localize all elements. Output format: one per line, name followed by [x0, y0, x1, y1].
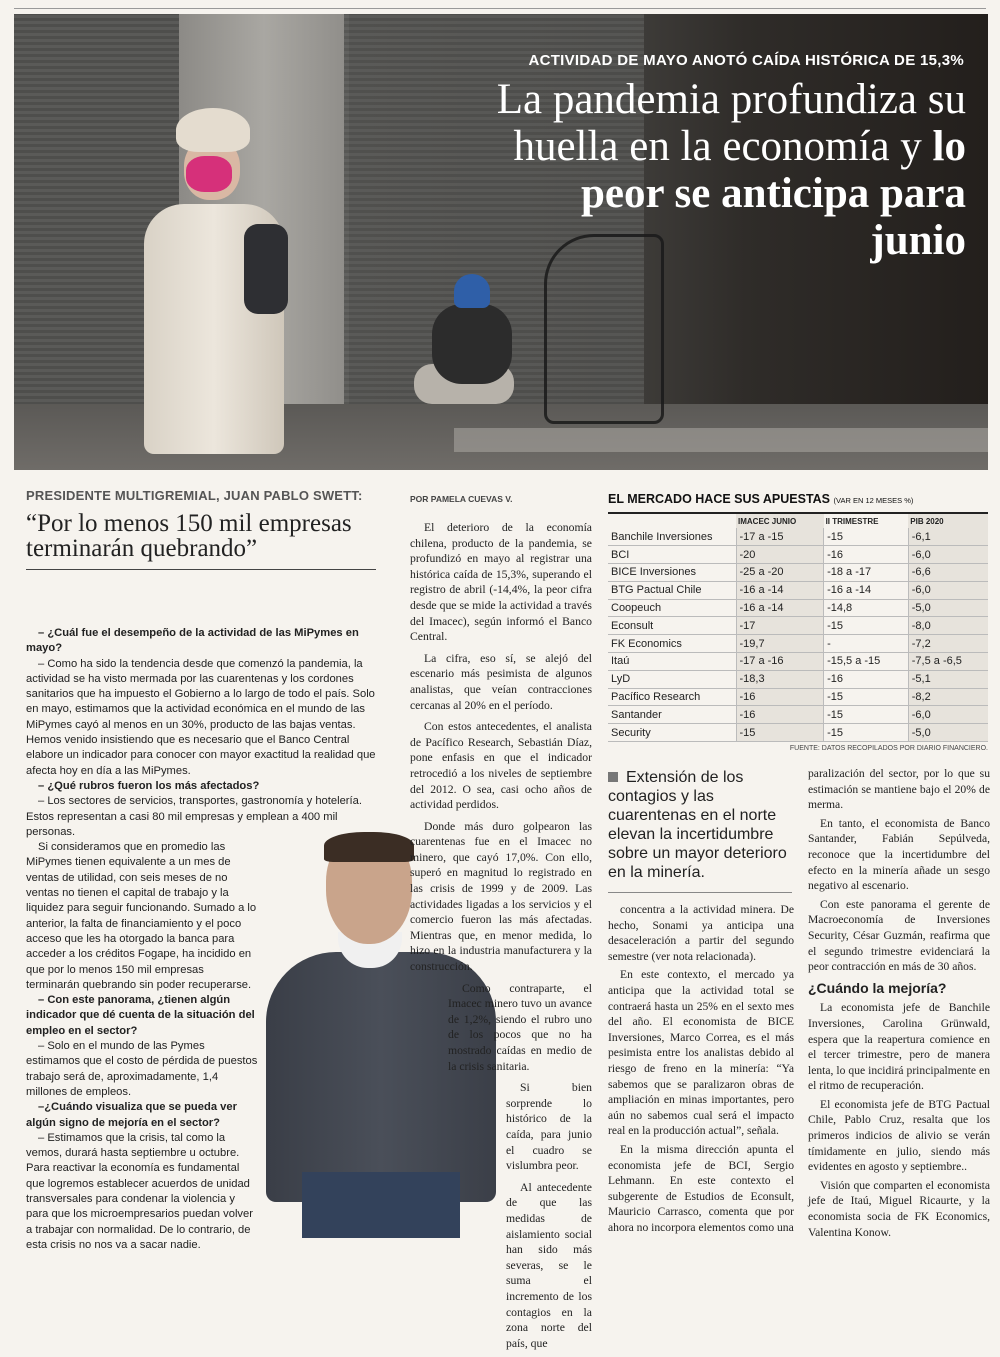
row-label: BTG Pactual Chile [608, 581, 736, 599]
article-paragraph: Al antecedente de que las medidas de aislamiento social han sido más severas, se le suma el incremento de los contagios en la zona norte del país, que [506, 1180, 592, 1350]
table-cell: -6,1 [908, 528, 988, 546]
row-label: Coopeuch [608, 599, 736, 617]
table-cell: -6,0 [908, 581, 988, 599]
article-paragraph: En tanto, el economista de Banco Santander, Fabián Sepúlveda, reconoce que la incertidumbre del efecto en la minería añade un sesgo negativo al escenario. [808, 816, 990, 893]
interview-answer: – Los sectores de servicios, transportes, gastronomía y hotelería. Estos representan a casi 80 mil empresas y emplean a 400 mil personas. [26, 795, 362, 838]
table-cell: -5,0 [908, 724, 988, 742]
article-col3 [608, 902, 794, 1238]
article-paragraph: concentra a la actividad minera. De hecho, Sonami ya anticipa una desaceleración a partir del segundo semestre (ver nota relacionada). [608, 903, 794, 963]
interview-question: –¿Cuándo visualiza que se pueda ver algún signo de mejoría en el sector? [26, 1101, 237, 1129]
row-label: BICE Inversiones [608, 564, 736, 582]
table-cell: -7,5 a -6,5 [908, 653, 988, 671]
table-cell: -15 [736, 724, 824, 742]
article-paragraph: paralización del sector, por lo que su estimación se mantiene bajo el 20% de merma. [808, 767, 990, 812]
market-subtitle: (VAR EN 12 MESES %) [833, 496, 914, 505]
table-row [608, 564, 988, 582]
table-row [608, 653, 988, 671]
column-header [608, 513, 736, 528]
hero-kicker: ACTIVIDAD DE MAYO ANOTÓ CAÍDA HISTÓRICA DE 15,3% [528, 52, 964, 69]
hero-headline-light: La pandemia profundiza su huella en la economía y [496, 76, 966, 170]
row-label: Pacífico Research [608, 688, 736, 706]
row-label: Itaú [608, 653, 736, 671]
table-cell: -16 [824, 546, 909, 564]
table-row [608, 706, 988, 724]
table-cell: -5,0 [908, 599, 988, 617]
table-cell: -5,1 [908, 670, 988, 688]
table-cell: -16 a -14 [736, 581, 824, 599]
hero-headline-bold: lo peor se anticipa para junio [580, 123, 966, 264]
article-col4 [808, 766, 990, 1243]
interview-question: – ¿Cuál fue el desempeño de la actividad de las MiPymes en mayo? [26, 627, 359, 655]
hero-photo [14, 14, 988, 470]
article-paragraph: Con estos antecedentes, el analista de Pacífico Research, Sebastián Díaz, pone enfasis en que el indicador retrocedió a los niveles de septiembre del 2012. O sea, casi ocho años de actividad perdidos. [410, 720, 592, 812]
table-cell: -16 a -14 [736, 599, 824, 617]
interview-kicker: PRESIDENTE MULTIGREMIAL, JUAN PABLO SWETT: [26, 488, 363, 503]
table-cell: -8,0 [908, 617, 988, 635]
table-cell: -18,3 [736, 670, 824, 688]
table-cell: -15 [824, 617, 909, 635]
table-cell: -17 a -15 [736, 528, 824, 546]
table-cell: -15 [824, 706, 909, 724]
table-cell: -25 a -20 [736, 564, 824, 582]
article-paragraph: En la misma dirección apunta el economista jefe de BCI, Sergio Lehmann. En este contexto el subgerente de Estudios de Econsult, Mauricio Carrasco, comenta que por ahora no incorpora elementos como una [608, 1142, 794, 1234]
article-paragraph: Donde más duro golpearon las cuarentenas fue en el Imacec no minero, que cayó 17,0%. Con ello, superó en magnitud lo registrado en las crisis de 1999 y de 2009. Las actividades ligadas a los servicios y el comercio fueron las más afectadas. Mientras que, en menor medida, lo hizo en la industria manufacturera y la construcción. [410, 819, 592, 974]
table-cell: - [824, 635, 909, 653]
article-paragraph: Si bien sorprende lo histórico de la caída, para junio el cuadro se vislumbra peor. [506, 1081, 592, 1173]
table-row [608, 599, 988, 617]
table-cell: -6,6 [908, 564, 988, 582]
row-label: LyD [608, 670, 736, 688]
top-rule [14, 8, 986, 9]
table-cell: -16 [824, 670, 909, 688]
table-cell: -20 [736, 546, 824, 564]
article-paragraph: Con este panorama el gerente de Macroeconomía de Inversiones Security, César Guzmán, reafirma que el segundo trimestre evidenciará la peor contracción en más de 30 años. [808, 897, 990, 974]
column-header: II TRIMESTRE [825, 517, 879, 526]
table-cell: -16 a -14 [824, 581, 909, 599]
hero-headline [496, 76, 966, 264]
table-cell: -17 a -16 [736, 653, 824, 671]
interview-answer: Si consideramos que en promedio las MiPymes tienen equivalente a un mes de ventas de utilidad, con seis meses de no ventas no tienen el capital de trabajo y la liquidez para seguir funcionando. Sumado a lo anterior, la falta de financiamiento y el poco acceso que les ha otorgado la banca para acceder a los créditos Fogape, ha incidido en que por lo menos 150 mil empresas terminarán quebrando sin poder recuperarse. [26, 841, 257, 991]
interview-headline: “Por lo menos 150 mil empresas terminarán quebrando” [26, 511, 376, 570]
sidebar-headline [608, 768, 792, 893]
table-cell: -14,8 [824, 599, 909, 617]
square-bullet-icon [608, 772, 618, 782]
table-cell: -6,0 [908, 706, 988, 724]
article-paragraph: El economista jefe de BTG Pactual Chile, Pablo Cruz, resalta que los primeros indicios de alivio se verán tímidamente en julio, siendo más evidentes en agosto y septiembre.. [808, 1097, 990, 1174]
table-cell: -16 [736, 706, 824, 724]
row-label: BCI [608, 546, 736, 564]
interview-question: – ¿Qué rubros fueron los más afectados? [38, 779, 260, 792]
market-title-text: EL MERCADO HACE SUS APUESTAS [608, 492, 831, 506]
article-paragraph: Visión que comparten el economista jefe de Itaú, Miguel Ricaurte, y la economista socia de FK Economics, Valentina Konow. [808, 1178, 990, 1239]
market-table [608, 512, 988, 742]
interview-answer: – Solo en el mundo de las Pymes estimamos que el costo de pérdida de puestos trabajo será de, aproximadamente, 1,4 millones de empleos. [26, 1040, 258, 1098]
table-cell: -6,0 [908, 546, 988, 564]
table-cell: -19,7 [736, 635, 824, 653]
row-label: Econsult [608, 617, 736, 635]
article-body [410, 520, 592, 1357]
article-paragraph: El deterioro de la economía chilena, producto de la pandemia, se profundizó en mayo al registrar una histórica caída de 15,3%, superando el registro de abril (-14,4%, la peor cifra desde que se mide la actividad a través del Imacec), según informó el Banco Central. [410, 521, 592, 644]
table-row [608, 617, 988, 635]
woman-with-mask-figure [124, 94, 294, 464]
article-paragraph: En este contexto, el mercado ya anticipa que la actividad total se contraerá hasta un 25% en el sexto mes del año. El economista de BICE Inversiones, Marco Correa, es el más pesimista entre los analistas debido al riesgo de freno en la minería: “Ya sabemos que se paralizaron obras de ampliación en minas importantes, pero aún no sabemos cual será el impacto real en la producción actual”, señala. [608, 968, 794, 1138]
market-table-title [608, 492, 988, 506]
row-label: FK Economics [608, 635, 736, 653]
table-row [608, 635, 988, 653]
section-subhead: ¿Cuándo la mejoría? [808, 979, 947, 996]
table-row [608, 688, 988, 706]
row-label: Santander [608, 706, 736, 724]
table-cell: -8,2 [908, 688, 988, 706]
table-row [608, 581, 988, 599]
table-row [608, 528, 988, 546]
column-header: PIB 2020 [908, 513, 988, 528]
table-cell: -15 [824, 688, 909, 706]
interview-answer: – Estimamos que la crisis, tal como la vemos, durará hasta septiembre u octubre. Para reactivar la economía es fundamental que logremos establecer acuerdos de unidad transversales para condenar la violencia y para que los microempresarios puedan volver a trabajar con normalidad. De lo contrario, de esta crisis no nos va a sacar nadie. [26, 1131, 253, 1251]
table-cell: -15 [824, 724, 909, 742]
curb [454, 428, 988, 452]
table-cell: -17 [736, 617, 824, 635]
table-row [608, 546, 988, 564]
article-paragraph: La cifra, eso sí, se alejó del escenario más pesimista de algunos analistas, que veían contracciones cercanas al 20% en el período. [410, 651, 592, 712]
seated-person-figure [414, 274, 524, 424]
table-row [608, 724, 988, 742]
table-cell: -18 a -17 [824, 564, 909, 582]
interview-question: – Con este panorama, ¿tienen algún indicador que dé cuenta de la situación del empleo en el sector? [26, 994, 255, 1037]
table-row [608, 670, 988, 688]
table-header-row [608, 513, 988, 528]
row-label: Security [608, 724, 736, 742]
row-label: Banchile Inversiones [608, 528, 736, 546]
byline: POR PAMELA CUEVAS V. [410, 494, 513, 504]
table-source: FUENTE: DATOS RECOPILADOS POR DIARIO FINANCIERO. [789, 745, 988, 753]
table-cell: -7,2 [908, 635, 988, 653]
article-paragraph: La economista jefe de Banchile Inversiones, Carolina Grünwald, espera que la reapertura comience en el tercer trimestre, pero de manera lenta, lo que incidirá principalmente en el ritmo de recuperación. [808, 1001, 990, 1093]
interview-answer: – Como ha sido la tendencia desde que comenzó la pandemia, la actividad se ha visto mermada por las cuarentenas y los cordones sanitarios que ha impuesto el Gobierno a lo largo de todo el país. Solo en mayo, estimamos que la actividad económica en el mundo de las MiPymes cayó al menos en un 30%, producto de las bajas ventas. Hemos venido insistiendo que es necesario que el Banco Central elabore un indicador para conocer con mayor exactitud la realidad que afecta hoy en día a las MiPymes. [26, 657, 376, 777]
sidebar-headline-text: Extensión de los contagios y las cuarentenas en el norte elevan la incertidumbre sobre un mayor deterioro en la minería. [608, 769, 787, 881]
column-header: IMACEC JUNIO [736, 513, 824, 528]
interview-header [26, 488, 376, 570]
market-table-box [608, 492, 988, 752]
table-cell: -15,5 a -15 [824, 653, 909, 671]
table-cell: -16 [736, 688, 824, 706]
table-cell: -15 [824, 528, 909, 546]
article-paragraph: Como contraparte, el Imacec minero tuvo un avance de 1,2%, siendo el rubro uno de los pocos que no ha mostrado caídas en medio de la crisis sanitaria. [448, 981, 592, 1073]
